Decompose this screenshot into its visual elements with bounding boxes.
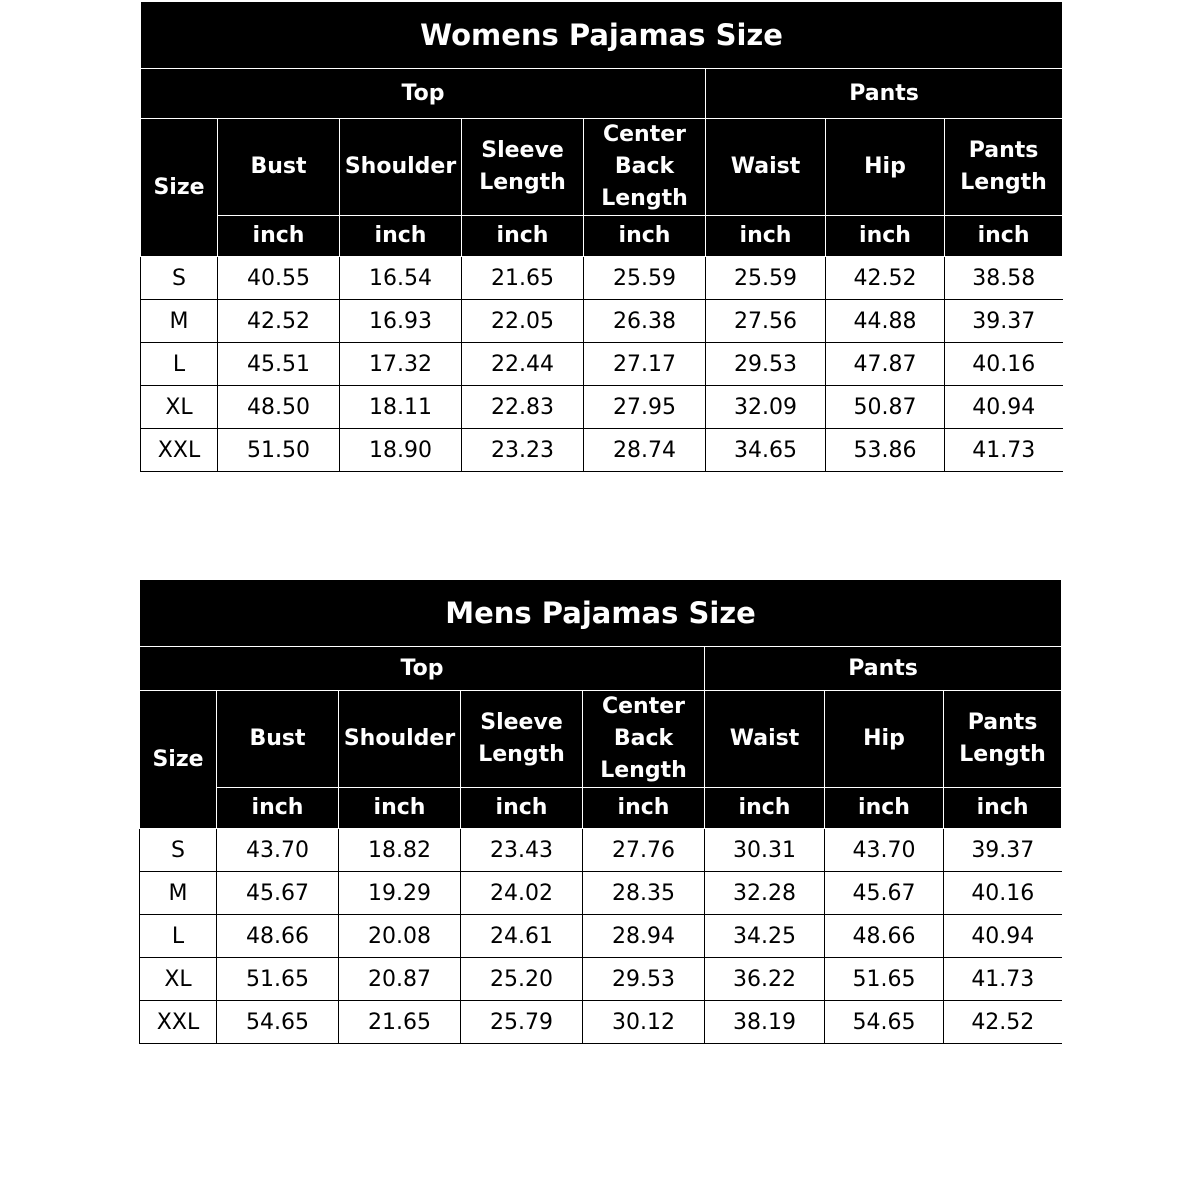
measurement-cell: 22.44 xyxy=(462,343,584,386)
measurement-cell: 53.86 xyxy=(826,429,945,472)
column-header-waist: Waist xyxy=(705,691,825,788)
size-cell: XXL xyxy=(140,1001,217,1044)
measurement-cell: 32.09 xyxy=(706,386,826,429)
measurement-cell: 20.08 xyxy=(339,915,461,958)
group-header-pants: Pants xyxy=(705,647,1062,691)
group-header-top: Top xyxy=(140,647,705,691)
measurement-cell: 20.87 xyxy=(339,958,461,1001)
size-column-header: Size xyxy=(140,691,217,829)
measurement-cell: 30.31 xyxy=(705,829,825,872)
size-cell: L xyxy=(141,343,218,386)
table-title: Womens Pajamas Size xyxy=(141,2,1063,69)
womens-size-table xyxy=(140,1,1063,472)
measurement-cell: 26.38 xyxy=(584,300,706,343)
column-header-shoulder: Shoulder xyxy=(340,119,462,216)
measurement-cell: 34.65 xyxy=(706,429,826,472)
measurement-cell: 22.83 xyxy=(462,386,584,429)
column-header-hip: Hip xyxy=(826,119,945,216)
measurement-cell: 18.90 xyxy=(340,429,462,472)
column-header-hip: Hip xyxy=(825,691,944,788)
measurement-cell: 29.53 xyxy=(583,958,705,1001)
measurement-cell: 22.05 xyxy=(462,300,584,343)
size-cell: M xyxy=(140,872,217,915)
measurement-cell: 40.94 xyxy=(944,915,1062,958)
measurement-cell: 41.73 xyxy=(944,958,1062,1001)
table-row xyxy=(141,343,1063,386)
measurement-cell: 54.65 xyxy=(825,1001,944,1044)
measurement-cell: 51.50 xyxy=(218,429,340,472)
size-cell: S xyxy=(140,829,217,872)
measurement-cell: 16.54 xyxy=(340,257,462,300)
measurement-cell: 38.19 xyxy=(705,1001,825,1044)
measurement-cell: 54.65 xyxy=(217,1001,339,1044)
measurement-cell: 17.32 xyxy=(340,343,462,386)
measurement-cell: 47.87 xyxy=(826,343,945,386)
measurement-cell: 18.11 xyxy=(340,386,462,429)
measurement-cell: 27.95 xyxy=(584,386,706,429)
column-header-bust: Bust xyxy=(217,691,339,788)
size-cell: XXL xyxy=(141,429,218,472)
table-row xyxy=(141,386,1063,429)
size-cell: XL xyxy=(141,386,218,429)
measurement-cell: 25.59 xyxy=(584,257,706,300)
unit-label: inch xyxy=(825,788,944,829)
table-row xyxy=(141,257,1063,300)
measurement-cell: 19.29 xyxy=(339,872,461,915)
measurement-cell: 44.88 xyxy=(826,300,945,343)
table-body xyxy=(141,257,1063,472)
measurement-cell: 42.52 xyxy=(218,300,340,343)
measurement-cell: 43.70 xyxy=(825,829,944,872)
measurement-cell: 40.16 xyxy=(945,343,1063,386)
measurement-cell: 48.50 xyxy=(218,386,340,429)
measurement-cell: 34.25 xyxy=(705,915,825,958)
measurement-cell: 48.66 xyxy=(825,915,944,958)
measurement-cell: 25.79 xyxy=(461,1001,583,1044)
column-header-sleeve-length: Sleeve Length xyxy=(462,119,584,216)
unit-label: inch xyxy=(584,216,706,257)
measurement-cell: 30.12 xyxy=(583,1001,705,1044)
unit-label: inch xyxy=(218,216,340,257)
unit-label: inch xyxy=(945,216,1063,257)
unit-label: inch xyxy=(217,788,339,829)
measurement-cell: 25.20 xyxy=(461,958,583,1001)
table-row xyxy=(140,958,1062,1001)
size-column-header: Size xyxy=(141,119,218,257)
measurement-cell: 50.87 xyxy=(826,386,945,429)
unit-label: inch xyxy=(462,216,584,257)
size-cell: S xyxy=(141,257,218,300)
measurement-cell: 28.94 xyxy=(583,915,705,958)
measurement-cell: 18.82 xyxy=(339,829,461,872)
unit-label: inch xyxy=(583,788,705,829)
measurement-cell: 48.66 xyxy=(217,915,339,958)
measurement-cell: 24.02 xyxy=(461,872,583,915)
measurement-cell: 40.55 xyxy=(218,257,340,300)
column-header-pants-length: Pants Length xyxy=(944,691,1062,788)
column-header-center-back-length: Center Back Length xyxy=(583,691,705,788)
measurement-cell: 21.65 xyxy=(462,257,584,300)
measurement-cell: 39.37 xyxy=(944,829,1062,872)
column-header-sleeve-length: Sleeve Length xyxy=(461,691,583,788)
column-header-pants-length: Pants Length xyxy=(945,119,1063,216)
measurement-cell: 51.65 xyxy=(825,958,944,1001)
table-row xyxy=(141,300,1063,343)
table-row xyxy=(140,1001,1062,1044)
column-header-shoulder: Shoulder xyxy=(339,691,461,788)
measurement-cell: 27.76 xyxy=(583,829,705,872)
table-title: Mens Pajamas Size xyxy=(140,580,1062,647)
unit-label: inch xyxy=(339,788,461,829)
size-cell: M xyxy=(141,300,218,343)
unit-label: inch xyxy=(340,216,462,257)
measurement-cell: 36.22 xyxy=(705,958,825,1001)
measurement-cell: 32.28 xyxy=(705,872,825,915)
size-cell: XL xyxy=(140,958,217,1001)
measurement-cell: 27.17 xyxy=(584,343,706,386)
table-row xyxy=(141,429,1063,472)
measurement-cell: 42.52 xyxy=(944,1001,1062,1044)
measurement-cell: 41.73 xyxy=(945,429,1063,472)
measurement-cell: 23.23 xyxy=(462,429,584,472)
column-header-waist: Waist xyxy=(706,119,826,216)
measurement-cell: 45.67 xyxy=(217,872,339,915)
measurement-cell: 21.65 xyxy=(339,1001,461,1044)
table-body xyxy=(140,829,1062,1044)
unit-label: inch xyxy=(461,788,583,829)
measurement-cell: 39.37 xyxy=(945,300,1063,343)
measurement-cell: 29.53 xyxy=(706,343,826,386)
column-header-bust: Bust xyxy=(218,119,340,216)
unit-label: inch xyxy=(944,788,1062,829)
measurement-cell: 16.93 xyxy=(340,300,462,343)
measurement-cell: 38.58 xyxy=(945,257,1063,300)
group-header-pants: Pants xyxy=(706,69,1063,119)
unit-label: inch xyxy=(706,216,826,257)
unit-label: inch xyxy=(826,216,945,257)
measurement-cell: 40.16 xyxy=(944,872,1062,915)
measurement-cell: 23.43 xyxy=(461,829,583,872)
measurement-cell: 25.59 xyxy=(706,257,826,300)
measurement-cell: 27.56 xyxy=(706,300,826,343)
size-cell: L xyxy=(140,915,217,958)
measurement-cell: 51.65 xyxy=(217,958,339,1001)
measurement-cell: 40.94 xyxy=(945,386,1063,429)
group-header-top: Top xyxy=(141,69,706,119)
unit-label: inch xyxy=(705,788,825,829)
measurement-cell: 43.70 xyxy=(217,829,339,872)
measurement-cell: 28.35 xyxy=(583,872,705,915)
table-row xyxy=(140,915,1062,958)
measurement-cell: 24.61 xyxy=(461,915,583,958)
measurement-cell: 45.51 xyxy=(218,343,340,386)
measurement-cell: 42.52 xyxy=(826,257,945,300)
column-header-center-back-length: Center Back Length xyxy=(584,119,706,216)
mens-size-table xyxy=(139,579,1062,1044)
table-row xyxy=(140,872,1062,915)
measurement-cell: 45.67 xyxy=(825,872,944,915)
table-row xyxy=(140,829,1062,872)
measurement-cell: 28.74 xyxy=(584,429,706,472)
